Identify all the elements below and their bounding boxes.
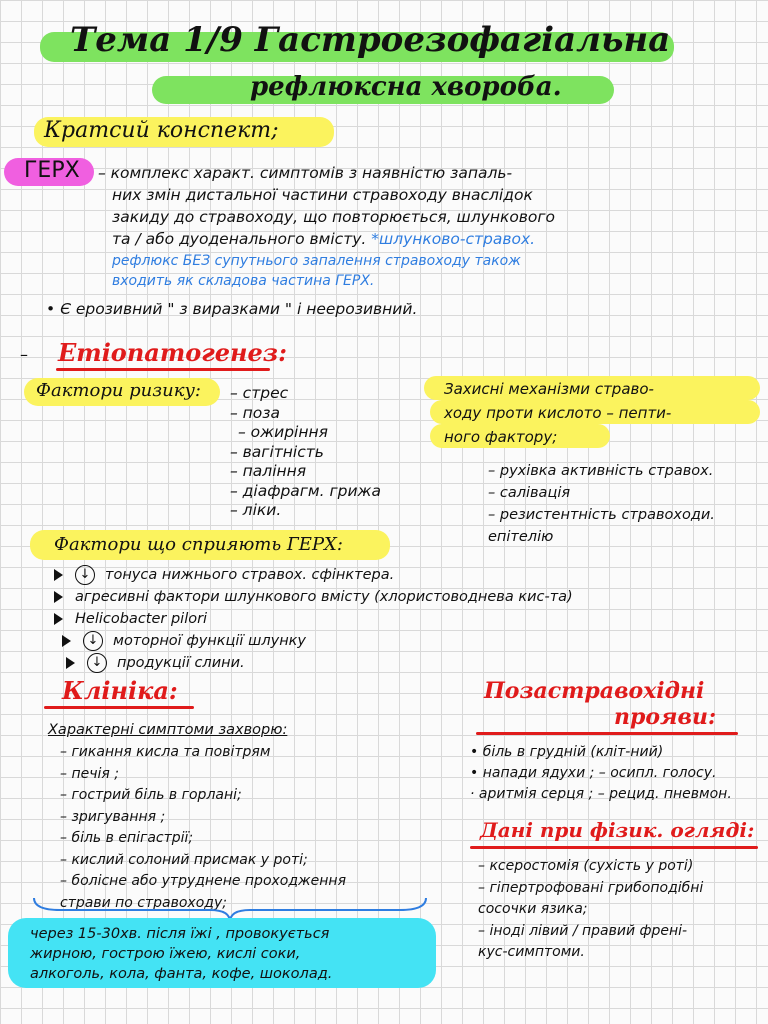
etiopathogenesis-heading: Етіопатогенез:: [58, 338, 287, 367]
exam-item: – ксеростомія (сухість у роті): [478, 858, 694, 874]
risk-item: – поза: [230, 403, 281, 422]
summary-label: Кратсий конспект;: [44, 118, 279, 143]
exam-underline: [470, 846, 758, 849]
down-arrow-circle-icon: ↓: [75, 565, 95, 585]
contrib-item: [54, 564, 573, 586]
defense-item: епітелію: [488, 529, 554, 545]
gerd-tag: ГЕРХ: [24, 158, 80, 183]
gerd-def-line-3: закиду до стравоходу, що повторюється, шлункового: [112, 208, 556, 226]
defense-label-line-3: ного фактору;: [444, 428, 558, 446]
contrib-item: [54, 586, 573, 608]
gerd-def-line-4-text: та / або дуоденального вмісту.: [112, 230, 367, 248]
symptom-item: – біль в епігастрії;: [60, 830, 194, 846]
symptom-item: – зригування ;: [60, 808, 166, 825]
arrow-bullet-icon: [54, 569, 63, 581]
arrow-bullet-icon: [62, 635, 71, 647]
contrib-item: [54, 608, 573, 630]
defense-item: – рухівка активність стравох.: [488, 463, 714, 479]
risk-item: – ожиріння: [238, 423, 328, 441]
risk-item: – стрес: [230, 384, 289, 402]
extra-heading-line-1: Позастравохідні: [484, 678, 705, 704]
exam-item: кус-симптоми.: [478, 944, 585, 960]
extra-item: • напади ядухи ; – осипл. голосу.: [470, 765, 717, 781]
symptoms-list: [60, 742, 346, 914]
extra-heading-line-2: прояви:: [614, 704, 717, 730]
note-line-3: алкоголь, кола, фанта, кофе, шоколад.: [30, 966, 333, 982]
contrib-item: [54, 630, 573, 652]
exam-list: [478, 856, 703, 964]
exam-item: сосочки язика;: [478, 901, 588, 917]
contrib-item-text: моторної функції шлунку: [113, 633, 307, 649]
symptom-item: – болісне або утруднене проходження: [60, 873, 346, 889]
extra-item: • біль в грудній (кліт-ний): [470, 744, 664, 760]
arrow-bullet-icon: [54, 591, 63, 603]
risk-item: – вагітність: [230, 442, 324, 461]
note-line-2: жирною, гострою їжею, кислі соки,: [30, 946, 301, 962]
gerd-blue-line-2: входить як складова частина ГЕРХ.: [112, 273, 375, 289]
extra-item: · аритмія серця ; – рецид. пневмон.: [470, 786, 732, 802]
risk-list: [230, 384, 381, 521]
risk-item: – паління: [230, 462, 307, 480]
gerd-blue-line-1: рефлюкс БЕЗ супутнього запалення стравоходу також: [112, 253, 521, 269]
etiopathogenesis-underline: [56, 368, 270, 371]
gerd-def-line-2: них змін дистальної частини стравоходу внаслідок: [112, 186, 533, 204]
contrib-item-text: тонуса нижнього стравох. сфінктера.: [105, 567, 395, 583]
contrib-label: Фактори що сприяють ГЕРХ:: [54, 534, 343, 555]
symptom-item: – гикання кисла та повітрям: [60, 744, 271, 760]
clinic-heading: Клініка:: [62, 676, 178, 705]
arrow-bullet-icon: [54, 613, 63, 625]
title-line-2: рефлюксна хвороба.: [250, 72, 562, 102]
defense-label-line-1: Захисні механізми страво-: [444, 380, 654, 398]
clinic-underline: [44, 706, 194, 709]
extra-underline: [476, 732, 738, 735]
arrow-bullet-icon: [66, 657, 75, 669]
symptom-item: страви по стравоходу;: [60, 894, 227, 911]
gerd-def-line-1: – комплекс характ. симптомів з наявністю запаль-: [98, 164, 513, 182]
exam-item: – іноді лівий / правий френі-: [478, 922, 688, 939]
down-arrow-circle-icon: ↓: [87, 653, 107, 673]
gerd-def-blue-tail: *шлунково-стравох.: [366, 230, 536, 248]
extra-list: [470, 742, 732, 805]
risk-label: Фактори ризику:: [36, 380, 201, 401]
contrib-list: [54, 564, 573, 674]
note-line-1: через 15-30хв. після їжі , провокується: [30, 926, 330, 942]
defense-list: [488, 460, 715, 548]
dash-mark: –: [20, 345, 28, 364]
contrib-item-text: агресивні фактори шлункового вмісту (хлористоводнева кис-та): [75, 589, 573, 605]
down-arrow-circle-icon: ↓: [83, 631, 103, 651]
defense-item: – салівація: [488, 485, 571, 501]
symptom-item: – печія ;: [60, 765, 119, 782]
contrib-item: [54, 652, 573, 674]
contrib-item-text: Helicobacter pilori: [75, 611, 208, 627]
gerd-types: • Є ерозивний " з виразками " і неерозивний.: [46, 300, 418, 318]
defense-label-line-2: ходу проти кислото – пепти-: [444, 404, 672, 422]
contrib-item-text: продукції слини.: [117, 655, 245, 671]
symptom-item: – гострий біль в горлані;: [60, 787, 242, 803]
exam-item: – гіпертрофовані грибоподібні: [478, 879, 704, 896]
symptom-item: – кислий солоний присмак у роті;: [60, 851, 308, 868]
risk-item: – діафрагм. грижа: [230, 481, 381, 500]
risk-item: – ліки.: [230, 501, 282, 519]
title-line-1: Тема 1/9 Гастроезофагіальна: [70, 20, 671, 60]
symptoms-label: Характерні симптоми захворю:: [48, 722, 288, 738]
exam-heading: Дані при фізик. огляді:: [480, 818, 755, 842]
defense-item: – резистентність стравоходи.: [488, 507, 715, 523]
gerd-def-line-4: [112, 230, 535, 248]
